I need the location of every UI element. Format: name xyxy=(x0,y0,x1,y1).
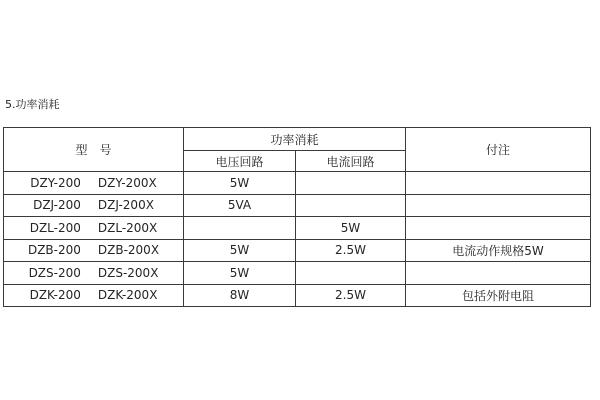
cell-voltage: 5W xyxy=(184,172,296,195)
cell-current: 2.5W xyxy=(296,284,406,307)
cell-model xyxy=(4,194,184,217)
model-a: DZB-200 xyxy=(27,243,81,258)
model-a: DZK-200 xyxy=(29,288,81,303)
model-b: DZK-200X xyxy=(97,288,158,303)
table-row xyxy=(4,262,591,285)
model-b: DZL-200X xyxy=(97,220,158,235)
header-voltage-circuit: 电压回路 xyxy=(184,151,296,172)
cell-current xyxy=(296,262,406,285)
cell-note xyxy=(406,194,591,217)
cell-current: 2.5W xyxy=(296,239,406,262)
cell-note: 包括外附电阻 xyxy=(406,284,591,307)
cell-model xyxy=(4,239,184,262)
header-model: 型 号 xyxy=(4,128,184,172)
model-b: DZB-200X xyxy=(97,243,160,258)
cell-note xyxy=(406,172,591,195)
model-a: DZJ-200 xyxy=(33,198,81,213)
cell-voltage xyxy=(184,217,296,240)
cell-model xyxy=(4,262,184,285)
model-b: DZS-200X xyxy=(97,265,159,280)
cell-note: 电流动作规格5W xyxy=(406,239,591,262)
model-a: DZY-200 xyxy=(30,175,81,190)
section-title: 5.功率消耗 xyxy=(5,98,60,111)
cell-current xyxy=(296,194,406,217)
model-b: DZJ-200X xyxy=(97,198,154,213)
cell-note xyxy=(406,262,591,285)
model-a: DZL-200 xyxy=(29,220,81,235)
table-row xyxy=(4,217,591,240)
header-notes: 付注 xyxy=(406,128,591,172)
table-row xyxy=(4,239,591,262)
cell-voltage: 5W xyxy=(184,262,296,285)
cell-voltage: 8W xyxy=(184,284,296,307)
header-row-1 xyxy=(4,128,591,151)
model-b: DZY-200X xyxy=(97,175,157,190)
table-row xyxy=(4,284,591,307)
cell-voltage: 5VA xyxy=(184,194,296,217)
model-a: DZS-200 xyxy=(28,265,81,280)
cell-voltage: 5W xyxy=(184,239,296,262)
cell-note xyxy=(406,217,591,240)
cell-model xyxy=(4,284,184,307)
header-power-group: 功率消耗 xyxy=(184,128,406,151)
cell-model xyxy=(4,172,184,195)
cell-current xyxy=(296,172,406,195)
header-current-circuit: 电流回路 xyxy=(296,151,406,172)
power-consumption-table xyxy=(3,127,591,307)
cell-model xyxy=(4,217,184,240)
table-row xyxy=(4,194,591,217)
table-row xyxy=(4,172,591,195)
cell-current: 5W xyxy=(296,217,406,240)
